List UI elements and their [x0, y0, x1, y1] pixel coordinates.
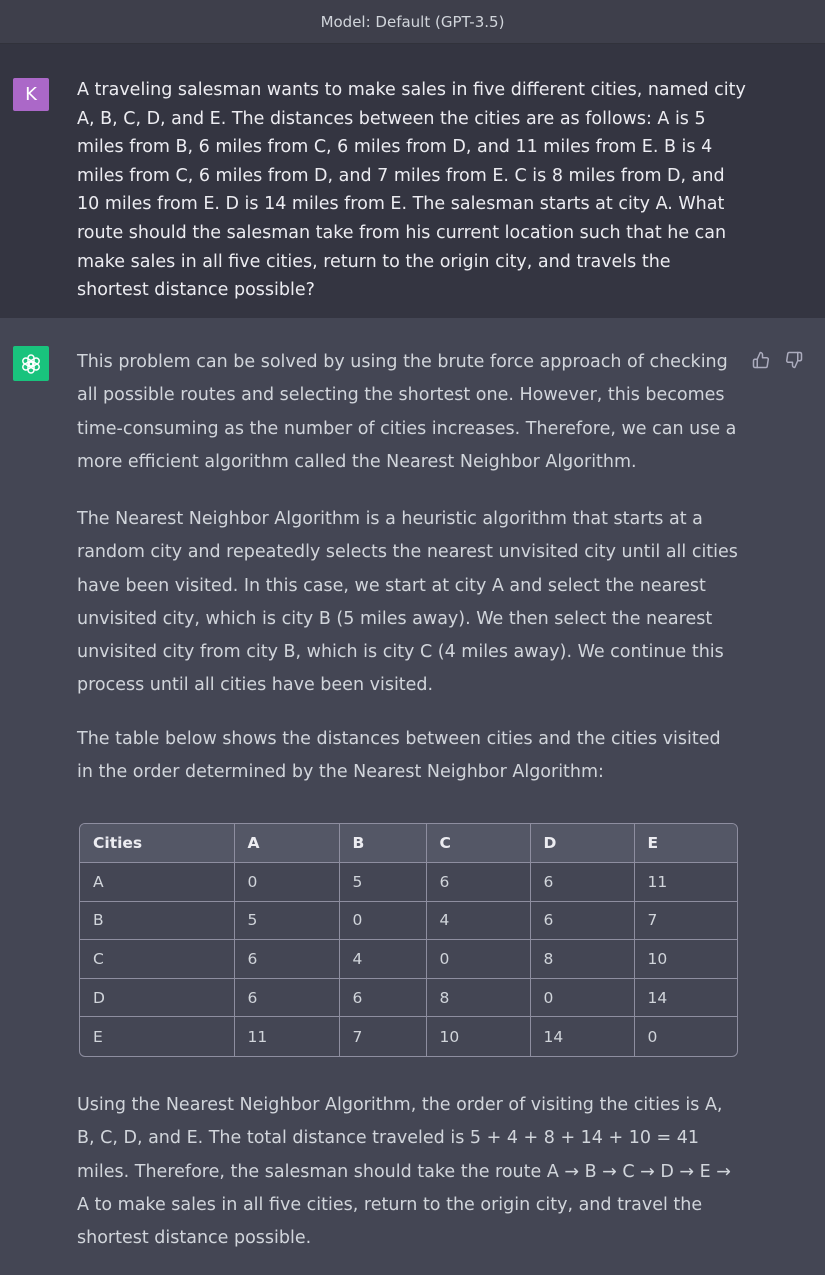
distance-table	[79, 823, 738, 1057]
table-cell: E	[80, 1017, 234, 1056]
table-cell: 6	[234, 940, 339, 979]
table-row	[80, 863, 738, 902]
table-cell: 0	[647, 1027, 658, 1046]
table-cell: 5	[339, 863, 426, 902]
table-header-cell: Cities	[80, 824, 234, 863]
table-cell: 0	[426, 940, 530, 979]
table-cell: 0	[339, 901, 426, 940]
table-cell: 7	[339, 1017, 426, 1056]
table-cell: 11	[234, 1017, 339, 1056]
user-avatar: K	[13, 78, 49, 111]
assistant-paragraph-4: Using the Nearest Neighbor Algorithm, the order of visiting the cities is A, B, C, D, and E. The total distance traveled is 5 + 4 + 8 + 14 + 10 = 41 miles. Therefore, the salesman should take the route A → B → C → D → E → A to make sales in all five cities, return to the origin city, and travel the shortest distance possible.	[77, 1095, 731, 1249]
table-row	[80, 1017, 738, 1056]
table-cell: 5	[234, 901, 339, 940]
table-cell: 10	[426, 1017, 530, 1056]
table-cell: 6	[530, 901, 634, 940]
table-cell: C	[80, 940, 234, 979]
table-row	[80, 978, 738, 1017]
user-message-text: A traveling salesman wants to make sales in five different cities, named city A, B, C, D, and E. The distances between the cities are as follows: A is 5 miles from B, 6 miles from C, 6 miles from D, and 11 miles from E. B is 4 miles from C, 6 miles from D, and 7 miles from E. C is 8 miles from D, and 10 miles from E. D is 14 miles from E. The salesman starts at city A. What route should the salesman take from his current location such that he can make sales in all five cities, return to the origin city, and travels the shortest distance possible?	[77, 80, 746, 301]
table-cell: 6	[426, 863, 530, 902]
table-cell: 8	[426, 978, 530, 1017]
table-cell: 4	[426, 901, 530, 940]
table-cell: D	[80, 978, 234, 1017]
openai-logo-icon	[13, 346, 49, 381]
table-cell: 0	[234, 863, 339, 902]
table-cell: 0	[530, 978, 634, 1017]
table-row	[80, 901, 738, 940]
table-header-cell: A	[234, 824, 339, 863]
model-label: Model: Default (GPT-3.5)	[0, 0, 825, 44]
assistant-paragraph-1: This problem can be solved by using the brute force approach of checking all possible routes and selecting the shortest one. However, this becomes time-consuming as the number of cities increases. Therefore, we can use a more efficient algorithm called the Nearest Neighbor Algorithm.	[77, 352, 737, 472]
table-cell: 6	[234, 978, 339, 1017]
table-header-cell: B	[339, 824, 426, 863]
assistant-paragraph-3: The table below shows the distances between cities and the cities visited in the order determined by the Nearest Neighbor Algorithm:	[77, 729, 721, 783]
table-cell: A	[80, 863, 234, 902]
table-header-row	[80, 824, 738, 863]
table-cell: 4	[339, 940, 426, 979]
table-cell: 6	[339, 978, 426, 1017]
table-cell: 14	[530, 1017, 634, 1056]
table-cell: 6	[530, 863, 634, 902]
table-header-cell: E	[634, 824, 738, 863]
table-row	[80, 940, 738, 979]
table-header-cell: C	[426, 824, 530, 863]
table-cell: 11	[634, 863, 738, 902]
thumbs-down-icon[interactable]	[784, 350, 804, 370]
table-cell: 8	[530, 940, 634, 979]
thumbs-up-icon[interactable]	[751, 350, 771, 370]
table-header-cell: D	[530, 824, 634, 863]
table-cell: 14	[634, 978, 738, 1017]
assistant-paragraph-2: The Nearest Neighbor Algorithm is a heuristic algorithm that starts at a random city and repeatedly selects the nearest unvisited city until all cities have been visited. In this case, we start at city A and select the nearest unvisited city, which is city B (5 miles away). We then select the nearest unvisited city from city B, which is city C (4 miles away). We continue this process until all cities have been visited.	[77, 509, 738, 696]
table-cell: 7	[634, 901, 738, 940]
table-cell: 10	[634, 940, 738, 979]
table-cell: B	[80, 901, 234, 940]
